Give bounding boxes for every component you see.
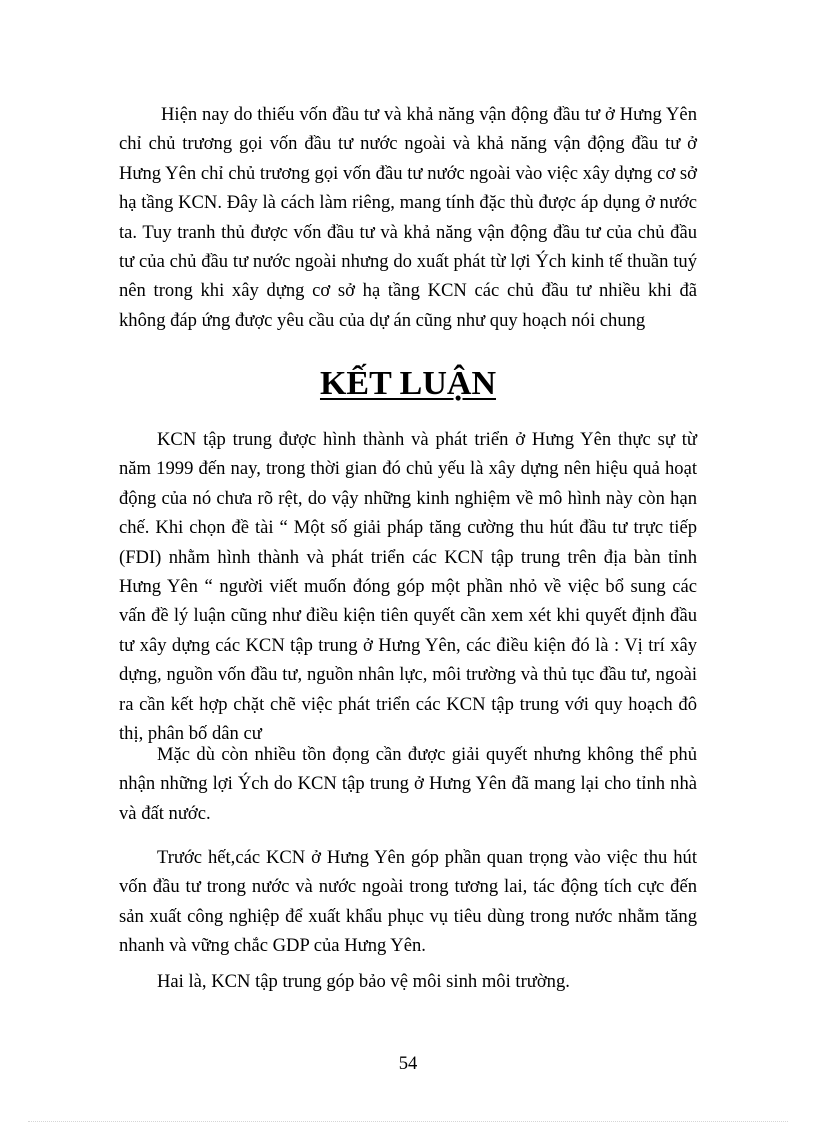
intro-paragraph: Hiện nay do thiếu vốn đầu tư và khả năng vận động đầu tư ở Hưng Yên chỉ chủ trương gọi vốn đầu tư nước ngoài và khả năng vận động đầu tư ở Hưng Yên chỉ chủ trương gọi vốn đầu tư nước ngoài vào việc xây dựng cơ sở hạ tầng KCN. Đây là cách làm riêng, mang tính đặc thù được áp dụng ở nước ta. Tuy tranh thủ được vốn đầu tư và khả năng vận động đầu tư của chủ đầu tư của chủ đầu tư nước ngoài nhưng do xuất phát từ lợi Ých kinh tế thuần tuý nên trong khi xây dựng cơ sở hạ tầng KCN các chủ đầu tư nhiều khi đã không đáp ứng được yêu cầu của dự án cũng như quy hoạch nói chung xyxy=(119,104,697,331)
conclusion-paragraph-2: Mặc dù còn nhiều tồn đọng cần được giải quyết nhưng không thể phủ nhận những lợi Ých do KCN tập trung ở Hưng Yên đã mang lại cho tỉnh nhà và đất nước. xyxy=(119,744,697,824)
conclusion-paragraph-1: KCN tập trung được hình thành và phát triển ở Hưng Yên thực sự từ năm 1999 đến nay, trong thời gian đó chủ yếu là xây dựng nên hiệu quả hoạt động của nó chưa rõ rệt, do vậy những kinh nghiệm về mô hình này còn hạn chế. Khi chọn đề tài “ Một số giải pháp tăng cường thu hút đầu tư trực tiếp (FDI) nhằm hình thành và phát triển các KCN tập trung trên địa bàn tỉnh Hưng Yên “ người viết muốn đóng góp một phần nhỏ về việc bổ sung các vấn đề lý luận cũng như điều kiện tiên quyết cần xem xét khi quyết định đầu tư xây dựng các KCN tập trung ở Hưng Yên, các điều kiện đó là : Vị trí xây dựng, nguồn vốn đầu tư, nguồn nhân lực, môi trường và thủ tục đầu tư, ngoài ra cần kết hợp chặt chẽ việc phát triển các KCN tập trung với quy hoạch đô thị, phân bố dân cư xyxy=(119,429,697,745)
conclusion-heading: KẾT LUẬN xyxy=(319,365,497,402)
page-number: 54 xyxy=(398,1053,418,1074)
conclusion-paragraph-4: Hai là, KCN tập trung góp bảo vệ môi sinh môi trường. xyxy=(157,971,570,992)
footer-divider xyxy=(28,1121,788,1122)
conclusion-paragraph-3: Trước hết,các KCN ở Hưng Yên góp phần quan trọng vào việc thu hút vốn đầu tư trong nước và nước ngoài trong tương lai, tác động tích cực đến sản xuất công nghiệp để xuất khẩu phục vụ tiêu dùng trong nước nhằm tăng nhanh và vững chắc GDP của Hưng Yên. xyxy=(119,847,697,957)
